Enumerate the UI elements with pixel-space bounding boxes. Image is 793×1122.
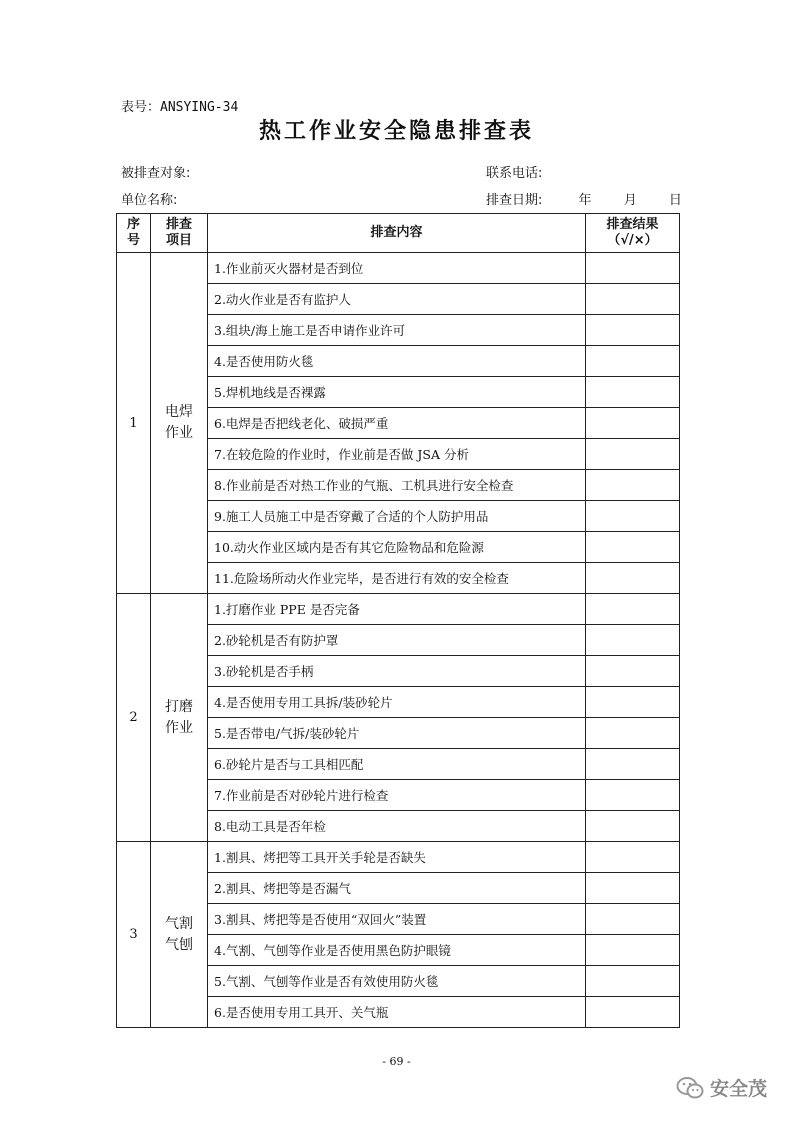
check-item: 6.电焊是否把线老化、破损严重 [208,408,586,439]
form-number: 表号：ANSYING-34 [121,100,239,115]
check-item: 5.气割、气刨等作业是否有效使用防火毯 [208,966,586,997]
header-seq [117,214,151,253]
result-cell[interactable] [586,873,680,904]
result-cell[interactable] [586,346,680,377]
page-title: 热工作业安全隐患排查表 [258,119,534,144]
result-cell[interactable] [586,811,680,842]
wechat-icon [676,1076,704,1100]
inspected-object-label: 被排查对象: [121,166,191,181]
group-category [151,253,208,594]
unit-name-label: 单位名称: [121,193,178,208]
header-seq-line2: 号 [126,233,140,248]
table-header-row [117,214,680,253]
check-item: 1.作业前灭火器材是否到位 [208,253,586,284]
header-category-line1: 排查 [165,217,192,232]
check-item: 10.动火作业区域内是否有其它危险物品和危险源 [208,532,586,563]
group-category [151,594,208,842]
result-cell[interactable] [586,997,680,1028]
result-cell[interactable] [586,656,680,687]
result-cell[interactable] [586,563,680,594]
header-category-line2: 项目 [165,233,192,248]
result-cell[interactable] [586,501,680,532]
phone-label: 联系电话: [486,166,543,181]
check-item: 2.割具、烤把等是否漏气 [208,873,586,904]
header-category [151,214,208,253]
check-item: 6.砂轮片是否与工具相匹配 [208,749,586,780]
category-line1: 打磨 [165,698,193,715]
result-cell[interactable] [586,439,680,470]
check-item: 7.在较危险的作业时，作业前是否做 JSA 分析 [208,439,586,470]
day-label: 日 [668,193,682,208]
header-result [586,214,680,253]
group-number: 2 [117,594,151,842]
header-content: 排查内容 [208,214,586,253]
check-item: 4.是否使用专用工具拆/装砂轮片 [208,687,586,718]
result-cell[interactable] [586,594,680,625]
result-cell[interactable] [586,935,680,966]
check-item: 3.割具、烤把等是否使用“双回火”装置 [208,904,586,935]
year-label: 年 [578,193,592,208]
check-item: 1.割具、烤把等工具开关手轮是否缺失 [208,842,586,873]
category-line1: 电焊 [165,404,193,420]
table-row [117,594,680,625]
header-seq-line1: 序 [126,217,140,232]
check-item: 8.作业前是否对热工作业的气瓶、工机具进行安全检查 [208,470,586,501]
check-item: 2.动火作业是否有监护人 [208,284,586,315]
table-row [117,253,680,284]
result-cell[interactable] [586,904,680,935]
check-item: 11.危险场所动火作业完毕，是否进行有效的安全检查 [208,563,586,594]
result-cell[interactable] [586,315,680,346]
result-cell[interactable] [586,749,680,780]
table-body [117,253,680,1028]
group-category [151,842,208,1028]
category-line2: 气刨 [165,936,193,953]
check-item: 4.气割、气刨等作业是否使用黑色防护眼镜 [208,935,586,966]
check-item: 4.是否使用防火毯 [208,346,586,377]
check-item: 8.电动工具是否年检 [208,811,586,842]
result-cell[interactable] [586,718,680,749]
check-item: 9.施工人员施工中是否穿戴了合适的个人防护用品 [208,501,586,532]
result-cell[interactable] [586,842,680,873]
group-number: 1 [117,253,151,594]
page-number: - 69 - [382,1055,411,1068]
check-item: 5.焊机地线是否裸露 [208,377,586,408]
result-cell[interactable] [586,966,680,997]
category-line2: 作业 [165,719,193,736]
date-label: 排查日期: [486,193,543,208]
result-cell[interactable] [586,253,680,284]
check-item: 7.作业前是否对砂轮片进行检查 [208,780,586,811]
result-cell[interactable] [586,470,680,501]
result-cell[interactable] [586,284,680,315]
check-item: 1.打磨作业 PPE 是否完备 [208,594,586,625]
check-item: 5.是否带电/气拆/装砂轮片 [208,718,586,749]
result-cell[interactable] [586,408,680,439]
result-cell[interactable] [586,377,680,408]
category-line2: 作业 [165,425,193,441]
category-line1: 气割 [165,915,193,932]
table-row [117,842,680,873]
check-item: 3.砂轮机是否手柄 [208,656,586,687]
check-item: 6.是否使用专用工具开、关气瓶 [208,997,586,1028]
inspection-table [116,213,680,1028]
result-cell[interactable] [586,625,680,656]
check-item: 2.砂轮机是否有防护罩 [208,625,586,656]
header-result-line1: 排查结果 [606,217,659,232]
inspection-date [486,189,682,208]
result-cell[interactable] [586,532,680,563]
watermark-text: 安全茂 [710,1078,768,1100]
check-item: 3.组块/海上施工是否申请作业许可 [208,315,586,346]
header-result-line2: （√/×） [607,233,658,248]
watermark [676,1074,767,1101]
result-cell[interactable] [586,780,680,811]
result-cell[interactable] [586,687,680,718]
month-label: 月 [623,193,637,208]
group-number: 3 [117,842,151,1028]
